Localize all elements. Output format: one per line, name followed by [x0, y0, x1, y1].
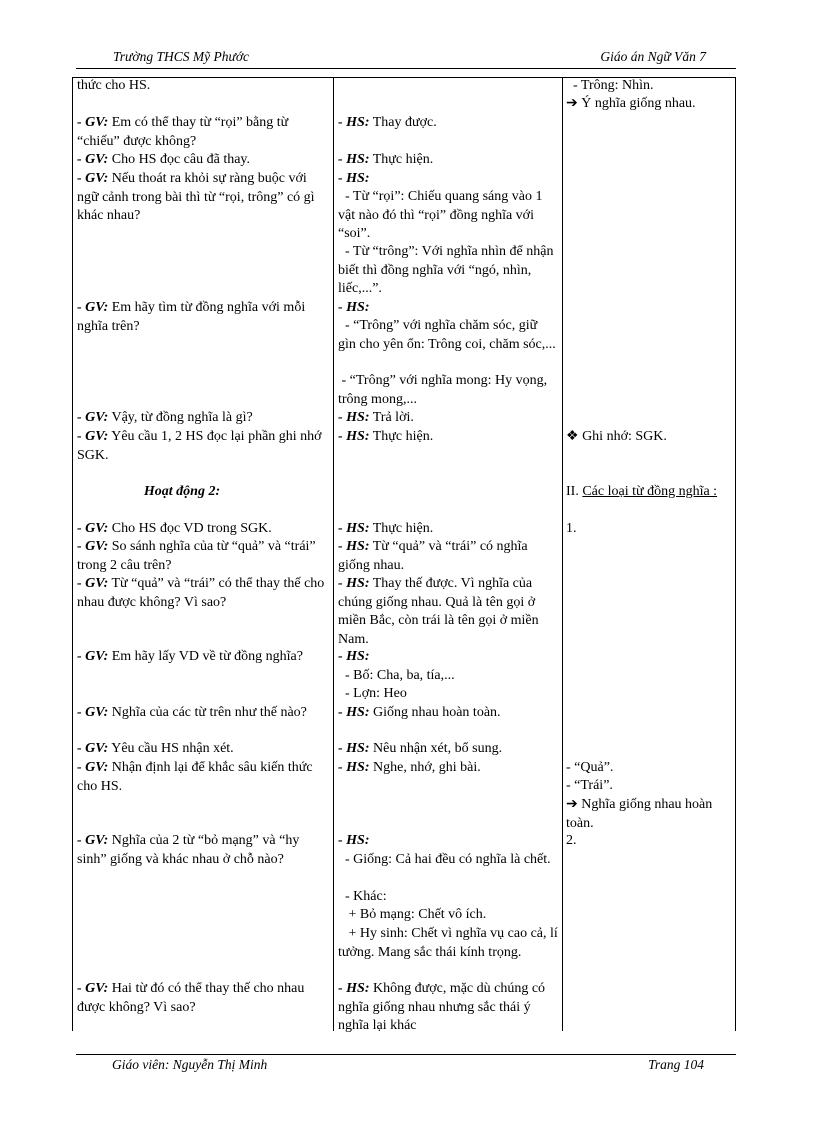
c2-r3	[338, 170, 558, 189]
gv-label: - GV:	[77, 171, 109, 186]
c1-r6: - GV: Yêu cầu 1, 2 HS đọc lại phần ghi nhớ SGK.	[77, 429, 326, 463]
teacher-name: Giáo viên: Nguyễn Thị Minh	[112, 1057, 268, 1072]
gv-label: - GV:	[77, 152, 109, 167]
table-divider-2	[562, 77, 563, 1031]
hs-label: - HS:	[338, 981, 370, 996]
c2-r10a: - Bố: Cha, ba, tía,...	[338, 668, 455, 683]
c1-r10: - GV: Em hãy lấy VD về từ đồng nghĩa?	[77, 649, 303, 664]
c3-r6: ❖ Ghi nhớ: SGK.	[566, 429, 667, 444]
footer-rule	[76, 1054, 736, 1055]
c2-r8: - HS: Từ “quả” và “trái” có nghĩa giống nhau.	[338, 539, 532, 573]
subject-title: Giáo án Ngữ Văn 7	[600, 49, 706, 64]
gv-label: - GV:	[77, 300, 109, 315]
c2-r5: - HS: Trả lời.	[338, 410, 414, 425]
c1-r8: - GV: So sánh nghĩa của từ “quả” và “trái” trong 2 câu trên?	[77, 539, 320, 573]
gv-label: - GV:	[77, 115, 109, 130]
gv-label: - GV:	[77, 833, 109, 848]
hs-label: - HS:	[338, 760, 370, 775]
page-number: Trang 104	[648, 1057, 704, 1072]
c2-r4a: - “Trông” với nghĩa chăm sóc, giữ gìn cho yên ổn: Trông coi, chăm sóc,...	[338, 318, 556, 352]
hs-label: - HS:	[338, 576, 370, 591]
gv-label: - GV:	[77, 521, 109, 536]
hs-label: - HS:	[338, 115, 370, 130]
c2-r4	[338, 299, 558, 318]
c2-r14d: + Hy sinh: Chết vì nghĩa vụ cao cả, lí tưởng. Mang sắc thái kính trọng.	[338, 926, 562, 960]
c1-r0: thức cho HS.	[77, 78, 151, 93]
lesson-table	[72, 77, 736, 1031]
c3-q3: ➔ Nghĩa giống nhau hoàn toàn.	[566, 797, 716, 831]
hs-label: - HS:	[338, 171, 370, 186]
c3-r0b: ➔ Ý nghĩa giống nhau.	[566, 96, 696, 111]
hs-label: - HS:	[338, 152, 370, 167]
gv-label: - GV:	[77, 410, 109, 425]
c2-r10	[338, 648, 558, 667]
hs-label: - HS:	[338, 833, 370, 848]
c3-n1: 1.	[566, 521, 577, 536]
page-header	[108, 49, 706, 67]
c2-r12: - HS: Nêu nhận xét, bổ sung.	[338, 741, 503, 756]
c2-r3a: - Từ “rọi”: Chiếu quang sáng vào 1 vật nào đó thì “rọi” đồng nghĩa với “soi”.	[338, 189, 546, 241]
gv-label: - GV:	[77, 760, 109, 775]
c1-r13: - GV: Nhận định lại để khắc sâu kiến thức cho HS.	[77, 760, 317, 794]
gv-label: - GV:	[77, 539, 109, 554]
c2-r6: - HS: Thực hiện.	[338, 429, 434, 444]
arrow-right-icon: ➔	[566, 797, 578, 812]
school-name: Trường THCS Mỹ Phước	[113, 49, 250, 64]
c3-q1: - “Quả”.	[566, 760, 614, 775]
c2-r2: - HS: Thực hiện.	[338, 152, 434, 167]
c1-r7: - GV: Cho HS đọc VD trong SGK.	[77, 521, 272, 536]
hs-label: - HS:	[338, 300, 370, 315]
hs-label: - HS:	[338, 705, 370, 720]
c2-r15: - HS: Không được, mặc dù chúng có nghĩa giống nhau nhưng sắc thái ý nghĩa lại khác	[338, 981, 549, 1033]
header-rule	[76, 68, 736, 69]
hs-label: - HS:	[338, 521, 370, 536]
c1-r4: - GV: Em hãy tìm từ đồng nghĩa với mỗi nghĩa trên?	[77, 300, 309, 334]
c3-q2: - “Trái”.	[566, 778, 613, 793]
c1-r11: - GV: Nghĩa của các từ trên như thế nào?	[77, 705, 307, 720]
hs-label: - HS:	[338, 741, 370, 756]
c2-r14c: + Bỏ mạng: Chết vô ích.	[338, 907, 487, 922]
c2-r14	[338, 832, 558, 851]
c2-r9: - HS: Thay thế được. Vì nghĩa của chúng giống nhau. Quả là tên gọi ở miền Bắc, còn trái là tên gọi ở miền Nam.	[338, 576, 543, 647]
c1-r2: - GV: Cho HS đọc câu đã thay.	[77, 152, 251, 167]
hs-label: - HS:	[338, 649, 370, 664]
c1-r3: - GV: Nếu thoát ra khỏi sự ràng buộc với ngữ cảnh trong bài thì từ “rọi, trông” có gì khác nhau?	[77, 171, 319, 223]
gv-label: - GV:	[77, 981, 109, 996]
c1-r15: - GV: Hai từ đó có thể thay thế cho nhau được không? Vì sao?	[77, 981, 308, 1015]
section-2-heading: II. Các loại từ đồng nghĩa :	[566, 484, 718, 499]
c2-r14b: - Khác:	[338, 889, 387, 904]
table-border-left	[72, 77, 73, 1031]
c3-r0a: - Trông: Nhìn.	[566, 78, 654, 93]
c1-r12: - GV: Yêu cầu HS nhận xét.	[77, 741, 234, 756]
c2-r11: - HS: Giống nhau hoàn toàn.	[338, 705, 501, 720]
c2-r1: - HS: Thay được.	[338, 115, 437, 130]
gv-label: - GV:	[77, 576, 109, 591]
c1-r5: - GV: Vậy, từ đồng nghĩa là gì?	[77, 410, 253, 425]
diamond-bullet-icon: ❖	[566, 429, 579, 444]
c3-n2: 2.	[566, 833, 577, 848]
c2-r4b: - “Trông” với nghĩa mong: Hy vọng, trông mong,...	[338, 373, 551, 407]
activity-heading: Hoạt động 2:	[143, 484, 221, 499]
arrow-right-icon: ➔	[566, 96, 578, 111]
c2-r13: - HS: Nghe, nhớ, ghi bài.	[338, 760, 481, 775]
c2-r3b: - Từ “trông”: Với nghĩa nhìn để nhận biết thì đồng nghĩa với “ngó, nhìn, liếc,...”.	[338, 244, 557, 296]
c1-r1: - GV: Em có thể thay từ “rọi” bằng từ “chiếu” được không?	[77, 115, 292, 149]
c2-r14a: - Giống: Cả hai đều có nghĩa là chết.	[338, 852, 551, 867]
table-border-right	[735, 77, 736, 1031]
hs-label: - HS:	[338, 410, 370, 425]
c1-r9: - GV: Từ “quả” và “trái” có thể thay thế cho nhau được không? Vì sao?	[77, 576, 328, 610]
page-footer	[112, 1057, 704, 1075]
hs-label: - HS:	[338, 539, 370, 554]
c2-r10b: - Lợn: Heo	[338, 686, 407, 701]
table-divider-1	[333, 77, 334, 1031]
gv-label: - GV:	[77, 649, 109, 664]
hs-label: - HS:	[338, 429, 370, 444]
gv-label: - GV:	[77, 705, 109, 720]
c2-r7: - HS: Thực hiện.	[338, 521, 434, 536]
c1-r14: - GV: Nghĩa của 2 từ “bỏ mạng” và “hy sinh” giống và khác nhau ở chỗ nào?	[77, 833, 303, 867]
gv-label: - GV:	[77, 429, 109, 444]
gv-label: - GV:	[77, 741, 109, 756]
